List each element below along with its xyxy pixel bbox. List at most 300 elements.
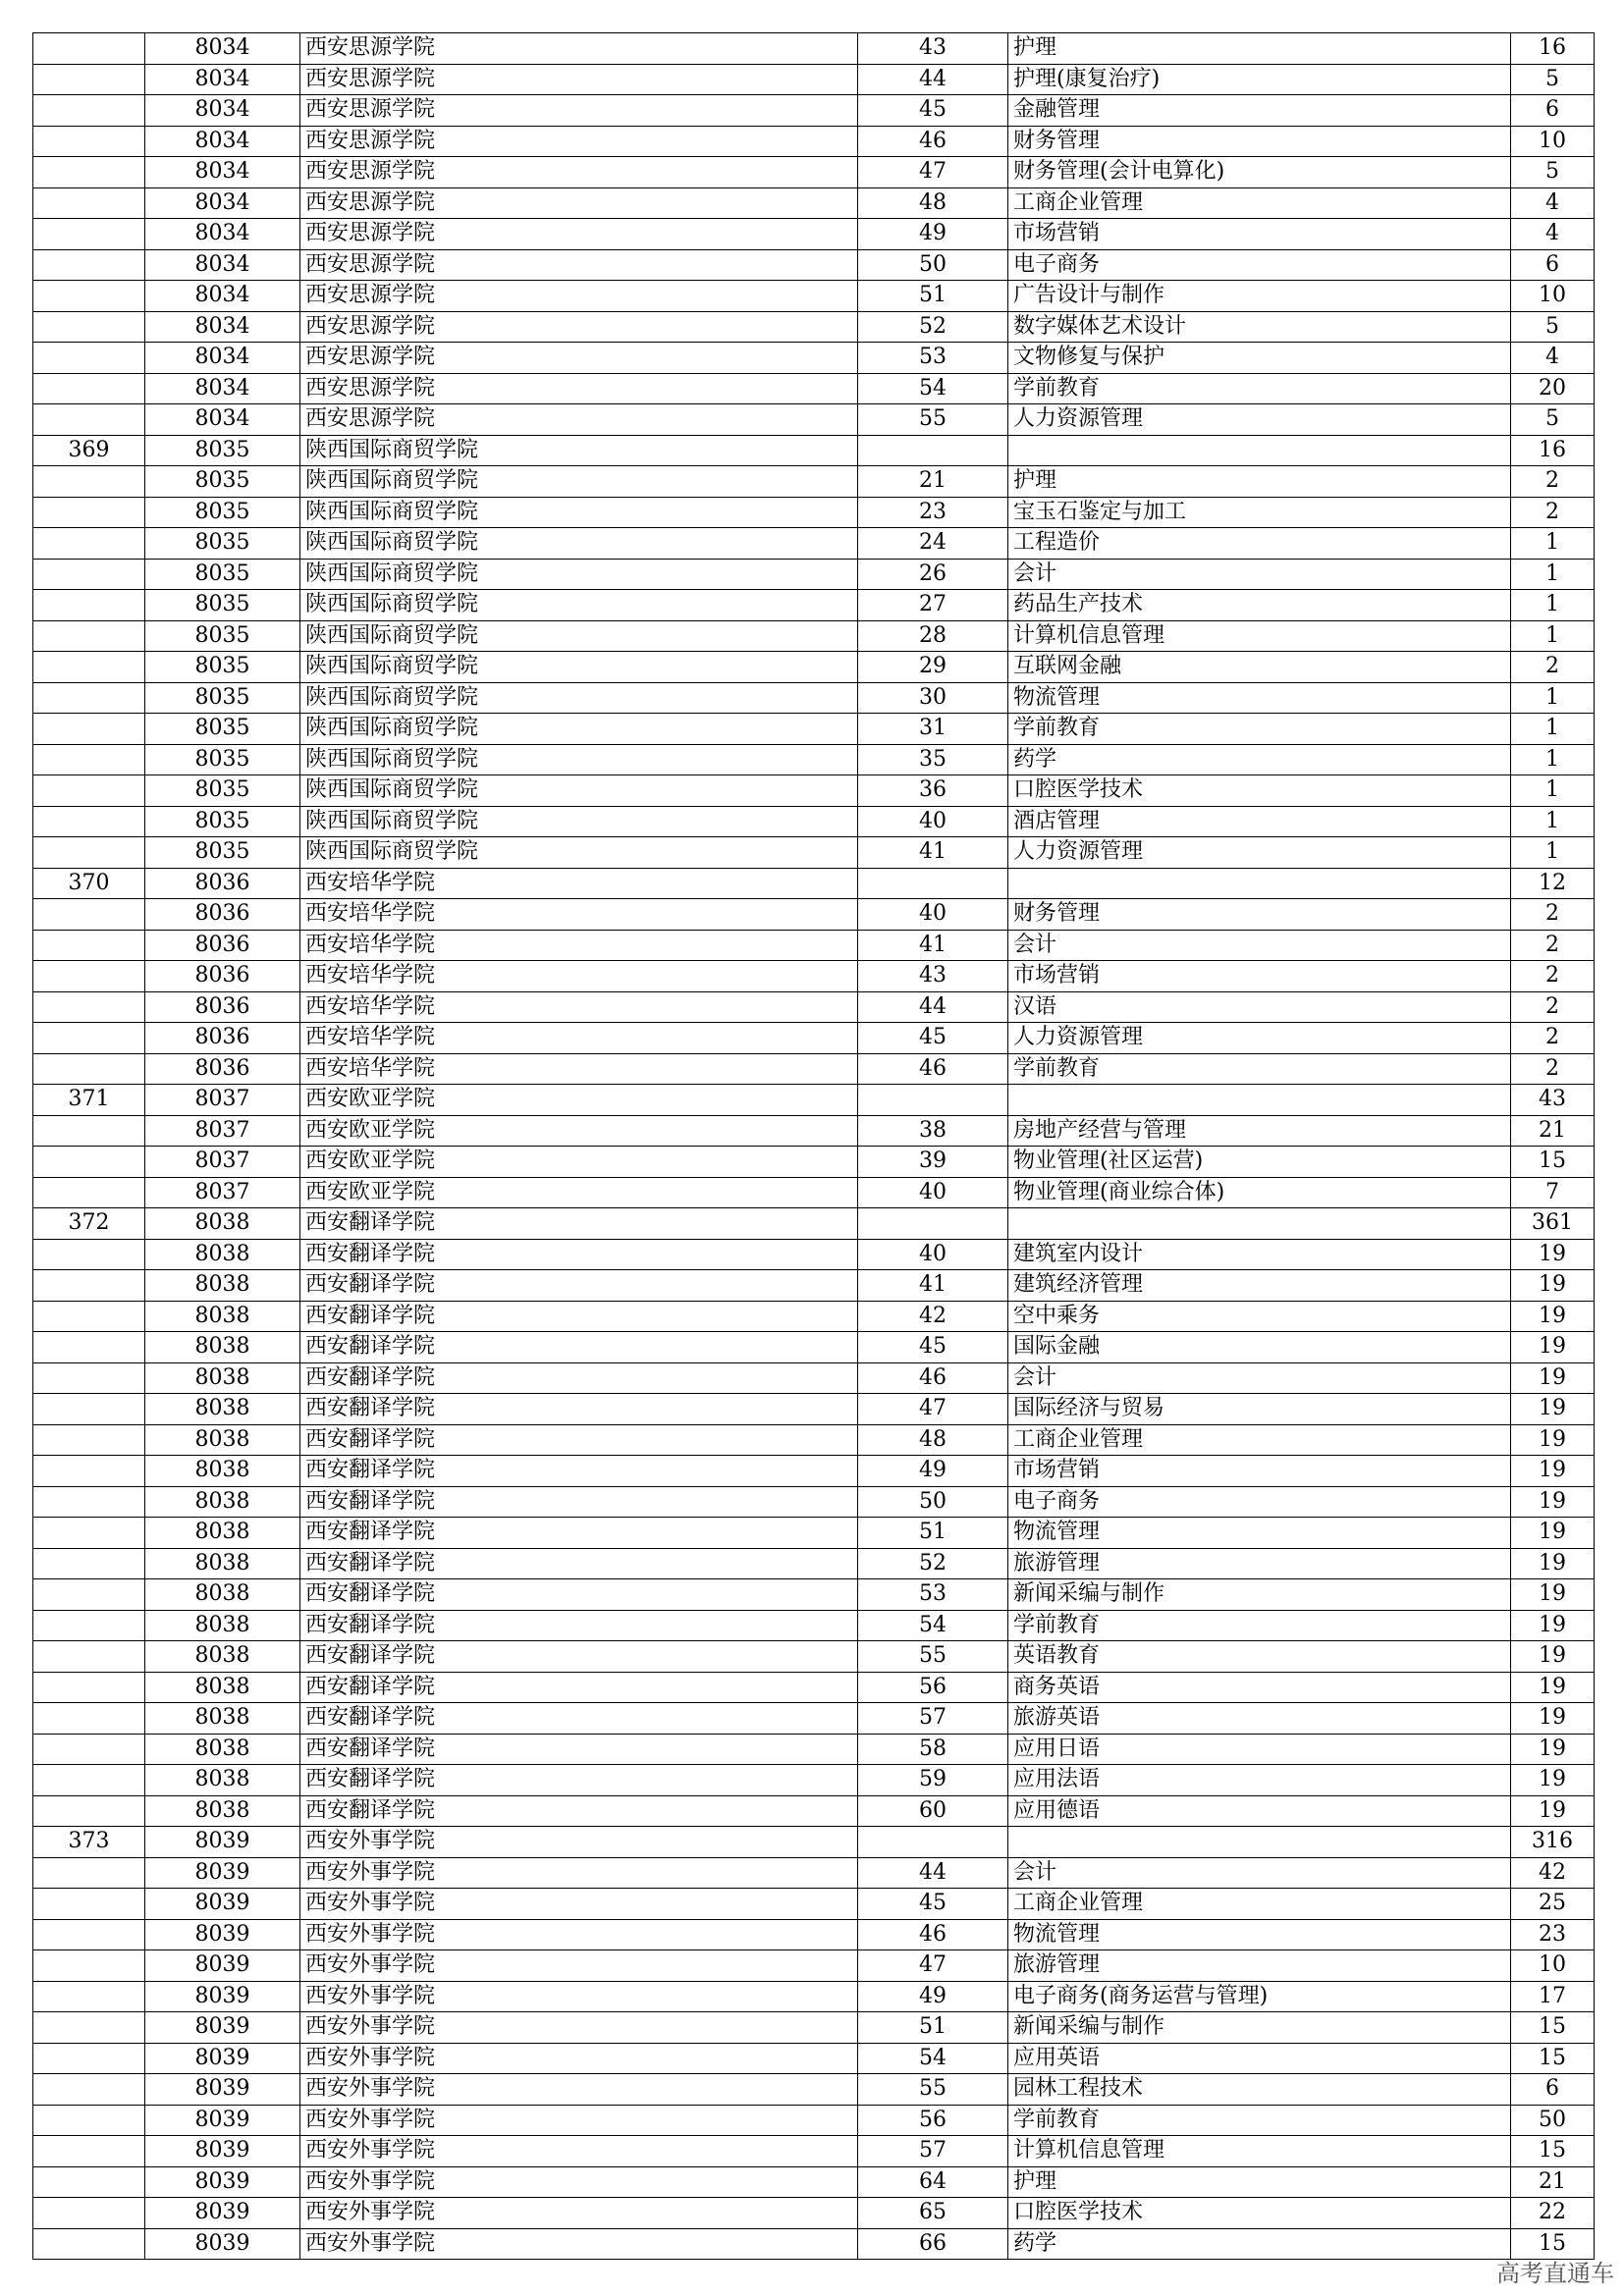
seq-cell bbox=[33, 1486, 145, 1518]
major-code-cell: 40 bbox=[858, 1177, 1008, 1208]
table-row bbox=[33, 1579, 1595, 1611]
major-code-cell: 49 bbox=[858, 1981, 1008, 2012]
school-name-cell: 西安翻译学院 bbox=[300, 1394, 858, 1425]
school-code-cell: 8038 bbox=[145, 1795, 300, 1827]
school-name-cell: 西安翻译学院 bbox=[300, 1548, 858, 1579]
plan-count-cell: 4 bbox=[1511, 187, 1595, 219]
seq-cell: 371 bbox=[33, 1085, 145, 1116]
school-code-cell: 8038 bbox=[145, 1301, 300, 1332]
plan-count-cell: 19 bbox=[1511, 1239, 1595, 1270]
major-name-cell: 汉语 bbox=[1008, 991, 1511, 1023]
table-row bbox=[33, 1518, 1595, 1549]
major-name-cell: 宝玉石鉴定与加工 bbox=[1008, 497, 1511, 528]
plan-count-cell: 5 bbox=[1511, 311, 1595, 343]
plan-count-cell: 19 bbox=[1511, 1548, 1595, 1579]
plan-count-cell: 1 bbox=[1511, 559, 1595, 590]
seq-cell bbox=[33, 1147, 145, 1178]
school-name-cell: 西安培华学院 bbox=[300, 930, 858, 961]
seq-cell bbox=[33, 1857, 145, 1889]
table-row bbox=[33, 930, 1595, 961]
table-row bbox=[33, 1424, 1595, 1456]
school-name-cell: 西安翻译学院 bbox=[300, 1301, 858, 1332]
enrollment-table bbox=[32, 32, 1595, 2260]
major-code-cell: 50 bbox=[858, 249, 1008, 281]
seq-cell bbox=[33, 2105, 145, 2136]
plan-count-cell: 4 bbox=[1511, 343, 1595, 374]
table-body bbox=[33, 33, 1595, 2260]
major-code-cell: 56 bbox=[858, 1672, 1008, 1703]
seq-cell bbox=[33, 1765, 145, 1796]
major-code-cell: 41 bbox=[858, 1270, 1008, 1302]
major-code-cell: 47 bbox=[858, 157, 1008, 188]
seq-cell bbox=[33, 281, 145, 312]
major-code-cell: 35 bbox=[858, 744, 1008, 775]
plan-count-cell: 20 bbox=[1511, 373, 1595, 404]
seq-cell bbox=[33, 2074, 145, 2106]
school-code-cell: 8036 bbox=[145, 1023, 300, 1054]
plan-count-cell: 19 bbox=[1511, 1765, 1595, 1796]
school-code-cell: 8039 bbox=[145, 1889, 300, 1920]
plan-count-cell: 22 bbox=[1511, 2198, 1595, 2229]
school-code-cell: 8038 bbox=[145, 1579, 300, 1611]
major-name-cell: 财务管理(会计电算化) bbox=[1008, 157, 1511, 188]
major-name-cell: 会计 bbox=[1008, 930, 1511, 961]
school-code-cell: 8035 bbox=[145, 559, 300, 590]
seq-cell bbox=[33, 2136, 145, 2167]
seq-cell bbox=[33, 1456, 145, 1487]
school-code-cell: 8034 bbox=[145, 33, 300, 65]
seq-cell bbox=[33, 1919, 145, 1950]
school-code-cell: 8038 bbox=[145, 1394, 300, 1425]
major-code-cell: 56 bbox=[858, 2105, 1008, 2136]
school-name-cell: 西安外事学院 bbox=[300, 2228, 858, 2260]
plan-count-cell: 4 bbox=[1511, 219, 1595, 250]
major-code-cell: 45 bbox=[858, 1023, 1008, 1054]
seq-cell bbox=[33, 590, 145, 621]
seq-cell bbox=[33, 1115, 145, 1147]
school-code-cell: 8034 bbox=[145, 373, 300, 404]
plan-count-cell: 19 bbox=[1511, 1734, 1595, 1765]
seq-cell bbox=[33, 497, 145, 528]
major-name-cell: 会计 bbox=[1008, 559, 1511, 590]
major-name-cell: 数字媒体艺术设计 bbox=[1008, 311, 1511, 343]
seq-cell bbox=[33, 311, 145, 343]
major-code-cell: 59 bbox=[858, 1765, 1008, 1796]
major-name-cell: 市场营销 bbox=[1008, 219, 1511, 250]
school-name-cell: 西安外事学院 bbox=[300, 2105, 858, 2136]
seq-cell bbox=[33, 652, 145, 683]
plan-count-cell: 2 bbox=[1511, 991, 1595, 1023]
plan-count-cell: 17 bbox=[1511, 1981, 1595, 2012]
school-name-cell: 西安翻译学院 bbox=[300, 1703, 858, 1735]
school-code-cell: 8038 bbox=[145, 1672, 300, 1703]
major-name-cell: 新闻采编与制作 bbox=[1008, 2012, 1511, 2044]
seq-cell bbox=[33, 126, 145, 157]
school-name-cell: 西安欧亚学院 bbox=[300, 1147, 858, 1178]
major-code-cell: 46 bbox=[858, 1362, 1008, 1394]
table-row bbox=[33, 1672, 1595, 1703]
school-code-cell: 8039 bbox=[145, 2043, 300, 2074]
major-name-cell: 电子商务 bbox=[1008, 249, 1511, 281]
table-row bbox=[33, 1053, 1595, 1085]
plan-count-cell: 19 bbox=[1511, 1486, 1595, 1518]
school-name-cell: 西安思源学院 bbox=[300, 219, 858, 250]
seq-cell bbox=[33, 1518, 145, 1549]
school-code-cell: 8037 bbox=[145, 1177, 300, 1208]
seq-cell bbox=[33, 961, 145, 992]
major-code-cell: 52 bbox=[858, 1548, 1008, 1579]
table-row bbox=[33, 2012, 1595, 2044]
major-code-cell: 24 bbox=[858, 528, 1008, 560]
plan-count-cell: 5 bbox=[1511, 64, 1595, 95]
school-code-cell: 8039 bbox=[145, 2012, 300, 2044]
table-row bbox=[33, 404, 1595, 436]
seq-cell bbox=[33, 219, 145, 250]
school-name-cell: 陕西国际商贸学院 bbox=[300, 466, 858, 498]
major-name-cell: 药学 bbox=[1008, 744, 1511, 775]
seq-cell bbox=[33, 1177, 145, 1208]
table-row bbox=[33, 899, 1595, 931]
table-row bbox=[33, 1950, 1595, 1982]
major-name-cell: 应用德语 bbox=[1008, 1795, 1511, 1827]
school-code-cell: 8038 bbox=[145, 1610, 300, 1641]
school-code-cell: 8038 bbox=[145, 1239, 300, 1270]
school-name-cell: 西安外事学院 bbox=[300, 2166, 858, 2198]
table-row bbox=[33, 1208, 1595, 1240]
major-code-cell: 41 bbox=[858, 930, 1008, 961]
school-name-cell: 西安思源学院 bbox=[300, 157, 858, 188]
school-name-cell: 西安思源学院 bbox=[300, 187, 858, 219]
school-code-cell: 8038 bbox=[145, 1641, 300, 1673]
plan-count-cell: 23 bbox=[1511, 1919, 1595, 1950]
plan-count-cell: 16 bbox=[1511, 435, 1595, 466]
major-name-cell: 人力资源管理 bbox=[1008, 404, 1511, 436]
school-name-cell: 陕西国际商贸学院 bbox=[300, 435, 858, 466]
school-code-cell: 8037 bbox=[145, 1147, 300, 1178]
table-row bbox=[33, 311, 1595, 343]
plan-count-cell: 316 bbox=[1511, 1827, 1595, 1858]
school-code-cell: 8038 bbox=[145, 1703, 300, 1735]
plan-count-cell: 15 bbox=[1511, 2043, 1595, 2074]
major-code-cell: 29 bbox=[858, 652, 1008, 683]
seq-cell bbox=[33, 2166, 145, 2198]
seq-cell bbox=[33, 682, 145, 714]
table-row bbox=[33, 1177, 1595, 1208]
plan-count-cell: 7 bbox=[1511, 1177, 1595, 1208]
major-name-cell: 物流管理 bbox=[1008, 682, 1511, 714]
school-code-cell: 8034 bbox=[145, 64, 300, 95]
major-name-cell: 物业管理(社区运营) bbox=[1008, 1147, 1511, 1178]
major-name-cell: 工商企业管理 bbox=[1008, 187, 1511, 219]
seq-cell bbox=[33, 2198, 145, 2229]
plan-count-cell: 1 bbox=[1511, 528, 1595, 560]
major-name-cell bbox=[1008, 1208, 1511, 1240]
school-name-cell: 陕西国际商贸学院 bbox=[300, 806, 858, 837]
major-name-cell: 应用英语 bbox=[1008, 2043, 1511, 2074]
major-name-cell: 英语教育 bbox=[1008, 1641, 1511, 1673]
table-row bbox=[33, 806, 1595, 837]
school-code-cell: 8038 bbox=[145, 1486, 300, 1518]
seq-cell bbox=[33, 991, 145, 1023]
major-code-cell: 49 bbox=[858, 219, 1008, 250]
major-code-cell bbox=[858, 1208, 1008, 1240]
major-code-cell: 40 bbox=[858, 899, 1008, 931]
major-code-cell: 51 bbox=[858, 1518, 1008, 1549]
school-name-cell: 陕西国际商贸学院 bbox=[300, 837, 858, 869]
school-code-cell: 8035 bbox=[145, 744, 300, 775]
table-row bbox=[33, 187, 1595, 219]
school-code-cell: 8038 bbox=[145, 1208, 300, 1240]
seq-cell bbox=[33, 1889, 145, 1920]
table-row bbox=[33, 1456, 1595, 1487]
school-code-cell: 8039 bbox=[145, 2198, 300, 2229]
table-row bbox=[33, 1827, 1595, 1858]
school-name-cell: 西安翻译学院 bbox=[300, 1362, 858, 1394]
major-code-cell: 36 bbox=[858, 775, 1008, 807]
seq-cell bbox=[33, 373, 145, 404]
major-name-cell: 计算机信息管理 bbox=[1008, 2136, 1511, 2167]
table-row bbox=[33, 1270, 1595, 1302]
school-code-cell: 8034 bbox=[145, 343, 300, 374]
table-row bbox=[33, 744, 1595, 775]
major-name-cell: 财务管理 bbox=[1008, 899, 1511, 931]
school-name-cell: 西安思源学院 bbox=[300, 33, 858, 65]
seq-cell bbox=[33, 1734, 145, 1765]
table-row bbox=[33, 620, 1595, 652]
seq-cell bbox=[33, 899, 145, 931]
plan-count-cell: 19 bbox=[1511, 1270, 1595, 1302]
major-code-cell: 23 bbox=[858, 497, 1008, 528]
major-code-cell: 44 bbox=[858, 991, 1008, 1023]
seq-cell bbox=[33, 1301, 145, 1332]
school-name-cell: 西安翻译学院 bbox=[300, 1518, 858, 1549]
school-name-cell: 陕西国际商贸学院 bbox=[300, 528, 858, 560]
school-name-cell: 陕西国际商贸学院 bbox=[300, 559, 858, 590]
major-name-cell: 会计 bbox=[1008, 1362, 1511, 1394]
major-code-cell: 44 bbox=[858, 64, 1008, 95]
table-row bbox=[33, 2198, 1595, 2229]
major-code-cell: 45 bbox=[858, 1332, 1008, 1363]
watermark-text: 高考直通车 bbox=[1496, 2260, 1614, 2287]
table-row bbox=[33, 1919, 1595, 1950]
plan-count-cell: 19 bbox=[1511, 1795, 1595, 1827]
major-code-cell: 27 bbox=[858, 590, 1008, 621]
major-code-cell bbox=[858, 435, 1008, 466]
major-name-cell: 护理(康复治疗) bbox=[1008, 64, 1511, 95]
major-name-cell: 金融管理 bbox=[1008, 95, 1511, 127]
major-name-cell: 旅游管理 bbox=[1008, 1950, 1511, 1982]
school-name-cell: 西安欧亚学院 bbox=[300, 1115, 858, 1147]
major-name-cell: 市场营销 bbox=[1008, 1456, 1511, 1487]
school-name-cell: 西安思源学院 bbox=[300, 249, 858, 281]
school-name-cell: 西安外事学院 bbox=[300, 1827, 858, 1858]
major-code-cell: 55 bbox=[858, 1641, 1008, 1673]
school-code-cell: 8037 bbox=[145, 1115, 300, 1147]
school-code-cell: 8035 bbox=[145, 806, 300, 837]
major-name-cell: 护理 bbox=[1008, 2166, 1511, 2198]
plan-count-cell: 2 bbox=[1511, 961, 1595, 992]
plan-count-cell: 6 bbox=[1511, 2074, 1595, 2106]
major-code-cell: 66 bbox=[858, 2228, 1008, 2260]
table-row bbox=[33, 281, 1595, 312]
table-row bbox=[33, 497, 1595, 528]
major-code-cell: 30 bbox=[858, 682, 1008, 714]
school-code-cell: 8039 bbox=[145, 2136, 300, 2167]
school-code-cell: 8035 bbox=[145, 497, 300, 528]
school-name-cell: 西安翻译学院 bbox=[300, 1795, 858, 1827]
major-name-cell: 药品生产技术 bbox=[1008, 590, 1511, 621]
seq-cell bbox=[33, 343, 145, 374]
major-name-cell: 物流管理 bbox=[1008, 1518, 1511, 1549]
table-row bbox=[33, 559, 1595, 590]
major-name-cell: 建筑室内设计 bbox=[1008, 1239, 1511, 1270]
major-code-cell: 47 bbox=[858, 1950, 1008, 1982]
major-code-cell: 46 bbox=[858, 1919, 1008, 1950]
table-row bbox=[33, 1889, 1595, 1920]
major-code-cell: 55 bbox=[858, 404, 1008, 436]
school-name-cell: 西安培华学院 bbox=[300, 991, 858, 1023]
major-code-cell: 49 bbox=[858, 1456, 1008, 1487]
major-code-cell: 52 bbox=[858, 311, 1008, 343]
major-code-cell: 43 bbox=[858, 961, 1008, 992]
school-code-cell: 8038 bbox=[145, 1362, 300, 1394]
table-row bbox=[33, 373, 1595, 404]
table-row bbox=[33, 1486, 1595, 1518]
plan-count-cell: 19 bbox=[1511, 1394, 1595, 1425]
school-code-cell: 8039 bbox=[145, 1919, 300, 1950]
major-name-cell: 房地产经营与管理 bbox=[1008, 1115, 1511, 1147]
seq-cell bbox=[33, 1362, 145, 1394]
school-code-cell: 8034 bbox=[145, 249, 300, 281]
school-code-cell: 8039 bbox=[145, 2228, 300, 2260]
major-name-cell: 互联网金融 bbox=[1008, 652, 1511, 683]
major-name-cell: 人力资源管理 bbox=[1008, 1023, 1511, 1054]
seq-cell bbox=[33, 157, 145, 188]
school-name-cell: 西安培华学院 bbox=[300, 868, 858, 899]
table-row bbox=[33, 1115, 1595, 1147]
school-name-cell: 陕西国际商贸学院 bbox=[300, 590, 858, 621]
major-name-cell: 应用日语 bbox=[1008, 1734, 1511, 1765]
major-code-cell: 54 bbox=[858, 1610, 1008, 1641]
plan-count-cell: 15 bbox=[1511, 2228, 1595, 2260]
major-name-cell bbox=[1008, 1827, 1511, 1858]
major-name-cell: 工商企业管理 bbox=[1008, 1889, 1511, 1920]
plan-count-cell: 1 bbox=[1511, 714, 1595, 745]
school-name-cell: 西安思源学院 bbox=[300, 343, 858, 374]
school-code-cell: 8034 bbox=[145, 187, 300, 219]
table-row bbox=[33, 2074, 1595, 2106]
table-row bbox=[33, 837, 1595, 869]
school-code-cell: 8036 bbox=[145, 930, 300, 961]
seq-cell: 372 bbox=[33, 1208, 145, 1240]
seq-cell bbox=[33, 64, 145, 95]
major-code-cell: 48 bbox=[858, 1424, 1008, 1456]
major-name-cell: 园林工程技术 bbox=[1008, 2074, 1511, 2106]
school-code-cell: 8035 bbox=[145, 620, 300, 652]
table-row bbox=[33, 528, 1595, 560]
school-name-cell: 西安翻译学院 bbox=[300, 1456, 858, 1487]
seq-cell bbox=[33, 1270, 145, 1302]
school-code-cell: 8038 bbox=[145, 1332, 300, 1363]
table-row bbox=[33, 219, 1595, 250]
plan-count-cell: 1 bbox=[1511, 775, 1595, 807]
major-code-cell: 40 bbox=[858, 1239, 1008, 1270]
seq-cell bbox=[33, 806, 145, 837]
table-row bbox=[33, 1703, 1595, 1735]
seq-cell bbox=[33, 1795, 145, 1827]
table-row bbox=[33, 64, 1595, 95]
major-code-cell: 50 bbox=[858, 1486, 1008, 1518]
seq-cell bbox=[33, 559, 145, 590]
major-name-cell: 旅游英语 bbox=[1008, 1703, 1511, 1735]
major-code-cell: 46 bbox=[858, 1053, 1008, 1085]
school-name-cell: 西安培华学院 bbox=[300, 1053, 858, 1085]
plan-count-cell: 19 bbox=[1511, 1672, 1595, 1703]
school-name-cell: 西安思源学院 bbox=[300, 64, 858, 95]
major-code-cell: 55 bbox=[858, 2074, 1008, 2106]
seq-cell bbox=[33, 1548, 145, 1579]
plan-count-cell: 19 bbox=[1511, 1641, 1595, 1673]
school-code-cell: 8039 bbox=[145, 2166, 300, 2198]
school-name-cell: 西安外事学院 bbox=[300, 2043, 858, 2074]
major-name-cell: 计算机信息管理 bbox=[1008, 620, 1511, 652]
school-code-cell: 8038 bbox=[145, 1734, 300, 1765]
major-code-cell: 54 bbox=[858, 373, 1008, 404]
plan-count-cell: 2 bbox=[1511, 652, 1595, 683]
seq-cell bbox=[33, 1424, 145, 1456]
major-name-cell: 财务管理 bbox=[1008, 126, 1511, 157]
table-row bbox=[33, 343, 1595, 374]
table-row bbox=[33, 2105, 1595, 2136]
table-row bbox=[33, 1301, 1595, 1332]
major-name-cell: 商务英语 bbox=[1008, 1672, 1511, 1703]
school-name-cell: 西安外事学院 bbox=[300, 1889, 858, 1920]
school-name-cell: 西安思源学院 bbox=[300, 311, 858, 343]
plan-count-cell: 5 bbox=[1511, 157, 1595, 188]
school-code-cell: 8034 bbox=[145, 219, 300, 250]
major-code-cell: 48 bbox=[858, 187, 1008, 219]
table-row bbox=[33, 1085, 1595, 1116]
major-name-cell: 护理 bbox=[1008, 466, 1511, 498]
school-code-cell: 8038 bbox=[145, 1548, 300, 1579]
school-code-cell: 8035 bbox=[145, 652, 300, 683]
seq-cell bbox=[33, 930, 145, 961]
table-row bbox=[33, 2228, 1595, 2260]
seq-cell bbox=[33, 466, 145, 498]
table-row bbox=[33, 157, 1595, 188]
table-row bbox=[33, 1734, 1595, 1765]
school-name-cell: 西安外事学院 bbox=[300, 1857, 858, 1889]
plan-count-cell: 1 bbox=[1511, 590, 1595, 621]
school-code-cell: 8034 bbox=[145, 404, 300, 436]
major-name-cell: 口腔医学技术 bbox=[1008, 775, 1511, 807]
school-code-cell: 8034 bbox=[145, 126, 300, 157]
plan-count-cell: 1 bbox=[1511, 682, 1595, 714]
school-name-cell: 西安培华学院 bbox=[300, 899, 858, 931]
table-row bbox=[33, 1394, 1595, 1425]
school-code-cell: 8039 bbox=[145, 1827, 300, 1858]
major-code-cell: 51 bbox=[858, 2012, 1008, 2044]
major-code-cell: 46 bbox=[858, 126, 1008, 157]
plan-count-cell: 50 bbox=[1511, 2105, 1595, 2136]
table-row bbox=[33, 2043, 1595, 2074]
seq-cell bbox=[33, 1610, 145, 1641]
major-code-cell: 58 bbox=[858, 1734, 1008, 1765]
seq-cell bbox=[33, 1950, 145, 1982]
table-row bbox=[33, 1239, 1595, 1270]
plan-count-cell: 10 bbox=[1511, 1950, 1595, 1982]
major-name-cell: 工程造价 bbox=[1008, 528, 1511, 560]
